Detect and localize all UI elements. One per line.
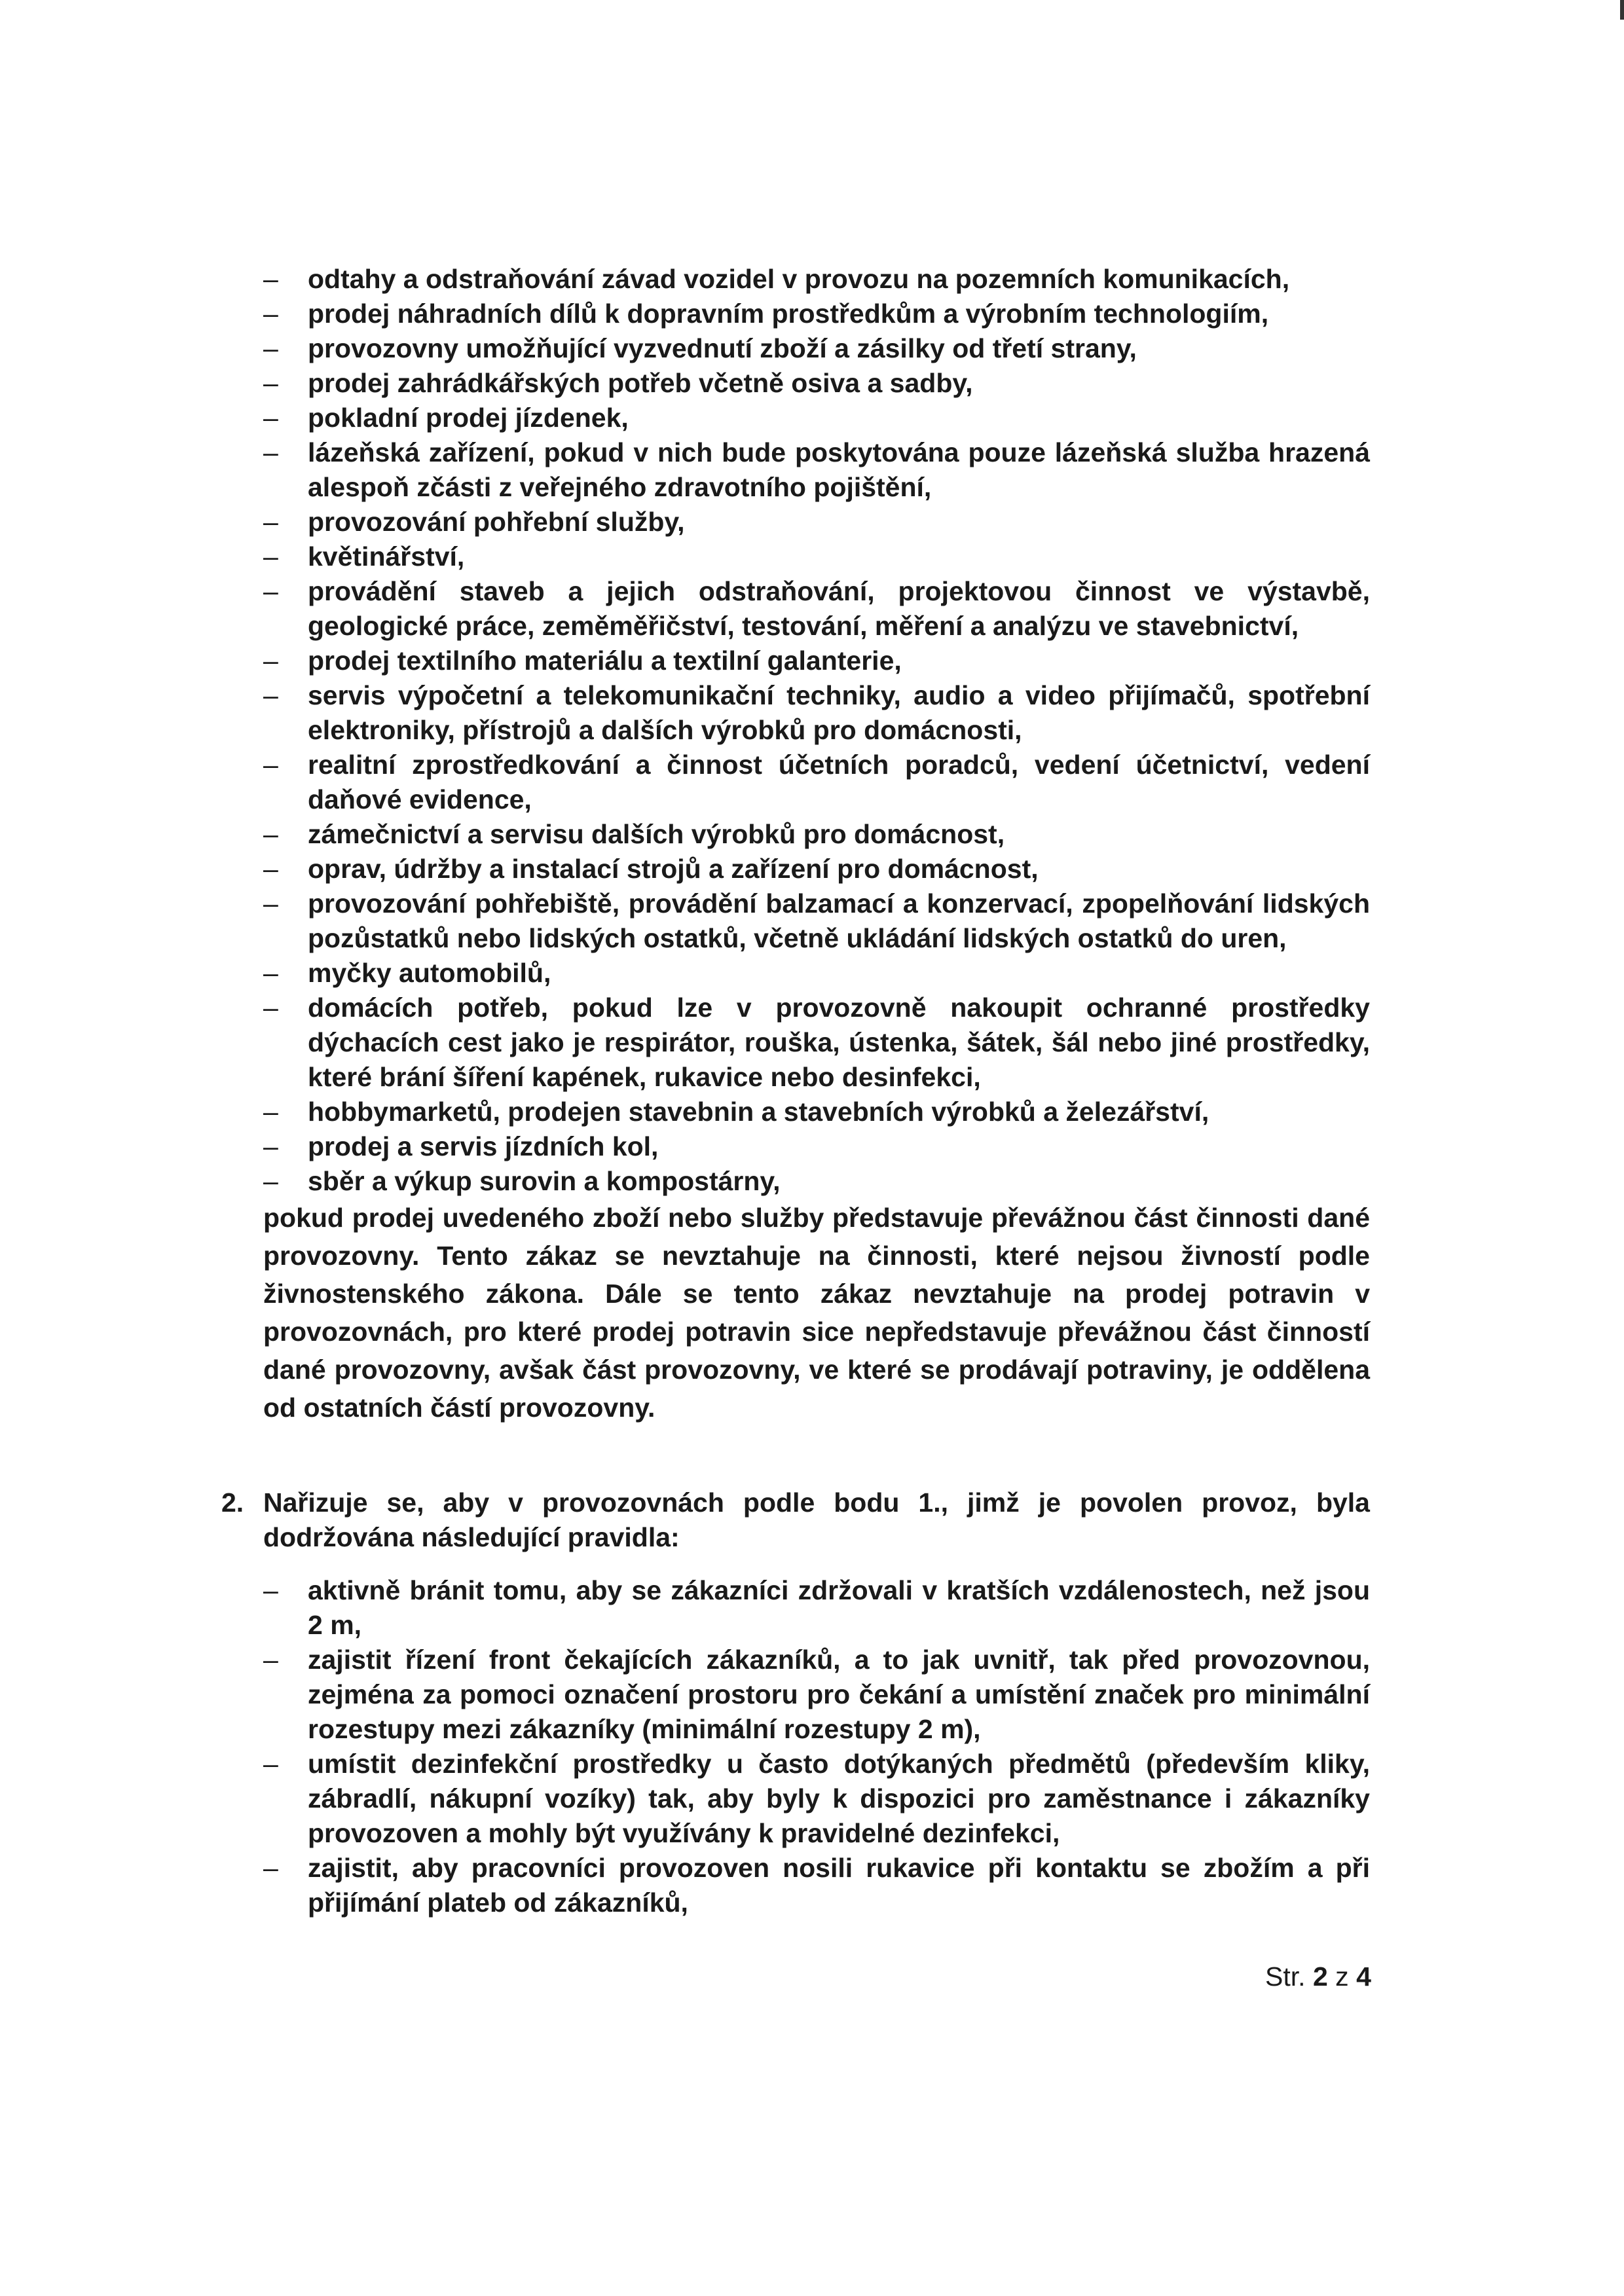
list-item — [263, 1129, 1370, 1164]
dash-marker: – — [263, 1166, 278, 1196]
list-item — [263, 1573, 1370, 1643]
dash-marker: – — [263, 1097, 278, 1127]
list-item-text: aktivně bránit tomu, aby se zákazníci zdržovali v kratších vzdálenostech, než jsou 2 m, — [308, 1575, 1370, 1640]
list-item — [263, 817, 1370, 852]
list-item-text: zámečnictví a servisu dalších výrobků pro domácnost, — [308, 819, 1005, 849]
list-item — [263, 262, 1370, 297]
list-item-text: realitní zprostředkování a činnost účetních poradců, vedení účetnictví, vedení daňové evidence, — [308, 750, 1370, 814]
current-page: 2 — [1312, 1961, 1328, 1992]
list-item-text: domácích potřeb, pokud lze v provozovně nakoupit ochranné prostředky dýchacích cest jako je respirátor, rouška, ústenka, šátek, šál nebo jiné prostředky, které brání šíření kapének, rukavice nebo desinfekci, — [308, 993, 1370, 1092]
list-item-text: hobbymarketů, prodejen stavebnin a stavebních výrobků a železářství, — [308, 1097, 1209, 1127]
closure-exceptions-list — [263, 262, 1370, 1199]
page-prefix: Str. — [1265, 1961, 1306, 1992]
dash-marker: – — [263, 854, 278, 884]
list-item — [263, 1851, 1370, 1920]
dash-marker: – — [263, 541, 278, 572]
dash-marker: – — [263, 403, 278, 433]
section-2 — [221, 1485, 1370, 1920]
list-item-text: oprav, údržby a instalací strojů a zařízení pro domácnost, — [308, 854, 1039, 884]
list-item — [263, 1095, 1370, 1129]
list-item — [263, 435, 1370, 505]
dash-marker: – — [263, 333, 278, 363]
dash-marker: – — [263, 1645, 278, 1675]
list-item — [263, 748, 1370, 817]
list-item-text: pokladní prodej jízdenek, — [308, 403, 629, 433]
list-item — [263, 1643, 1370, 1747]
list-item — [263, 505, 1370, 539]
list-item-text: zajistit, aby pracovníci provozoven nosili rukavice při kontaktu se zbožím a při přijímání plateb od zákazníků, — [308, 1853, 1370, 1918]
list-item-text: květinářství, — [308, 541, 465, 572]
list-item-text: servis výpočetní a telekomunikační techniky, audio a video přijímačů, spotřební elektroniky, přístrojů a dalších výrobků pro domácnosti, — [308, 680, 1370, 745]
section-number: 2. — [221, 1487, 244, 1518]
dash-marker: – — [263, 576, 278, 606]
dash-marker: – — [263, 819, 278, 849]
list-item-text: sběr a výkup surovin a kompostárny, — [308, 1166, 781, 1196]
dash-marker: – — [263, 1853, 278, 1883]
dash-marker: – — [263, 680, 278, 710]
dash-marker: – — [263, 507, 278, 537]
list-item-text: prodej zahrádkářských potřeb včetně osiva a sadby, — [308, 368, 973, 398]
list-item-text: provozovny umožňující vyzvednutí zboží a zásilky od třetí strany, — [308, 333, 1137, 363]
dash-marker: – — [263, 1131, 278, 1161]
page-number-footer — [1265, 1961, 1371, 1992]
list-item — [263, 331, 1370, 366]
page-separator: z — [1335, 1961, 1349, 1992]
list-item — [263, 366, 1370, 401]
list-item-text: odtahy a odstraňování závad vozidel v provozu na pozemních komunikacích, — [308, 264, 1290, 294]
dash-marker: – — [263, 264, 278, 294]
list-item-text: zajistit řízení front čekajících zákazníků, a to jak uvnitř, tak před provozovnou, zejména za pomoci označení prostoru pro čekání a umístění značek pro minimální rozestupy mezi zákazníky (minimální rozestupy 2 m), — [308, 1645, 1370, 1744]
closing-paragraph: pokud prodej uvedeného zboží nebo služby představuje převážnou část činnosti dané provozovny. Tento zákaz se nevztahuje na činnosti, které nejsou živností podle živnostenského zákona. Dále se tento zákaz nevztahuje na prodej potravin v provozovnách, pro které prodej potravin sice nepředstavuje převážnou část činností dané provozovny, avšak část provozovny, ve které se prodávají potraviny, je oddělena od ostatních částí provozovny. — [263, 1203, 1370, 1423]
rules-list — [263, 1573, 1370, 1920]
dash-marker: – — [263, 1575, 278, 1605]
list-item-text: prodej textilního materiálu a textilní galanterie, — [308, 646, 902, 676]
list-item-text: provozování pohřební služby, — [308, 507, 685, 537]
list-item-text: myčky automobilů, — [308, 958, 551, 988]
list-item-text: provádění staveb a jejich odstraňování, projektovou činnost ve výstavbě, geologické práce, zeměměřičství, testování, měření a analýzu ve stavebnictví, — [308, 576, 1370, 641]
total-pages: 4 — [1356, 1961, 1371, 1992]
scan-edge-mark — [1620, 0, 1624, 20]
list-item-text: lázeňská zařízení, pokud v nich bude poskytována pouze lázeňská služba hrazená alespoň zčásti z veřejného zdravotního pojištění, — [308, 437, 1370, 502]
list-item — [263, 1164, 1370, 1199]
list-item — [263, 539, 1370, 574]
list-item — [263, 574, 1370, 644]
dash-marker: – — [263, 368, 278, 398]
list-item — [263, 678, 1370, 748]
list-item — [263, 644, 1370, 678]
document-body — [221, 262, 1370, 1920]
list-item — [263, 991, 1370, 1095]
dash-marker: – — [263, 299, 278, 329]
list-item-text: prodej náhradních dílů k dopravním prostředkům a výrobním technologiím, — [308, 299, 1269, 329]
list-item-text: provozování pohřebiště, provádění balzamací a konzervací, zpopelňování lidských pozůstatků nebo lidských ostatků, včetně ukládání lidských ostatků do uren, — [308, 888, 1370, 953]
list-item-text: umístit dezinfekční prostředky u často dotýkaných předmětů (především kliky, zábradlí, nákupní vozíky) tak, aby byly k dispozici pro zaměstnance i zákazníky provozoven a mohly být využívány k pravidelné dezinfekci, — [308, 1749, 1370, 1848]
dash-marker: – — [263, 1749, 278, 1779]
dash-marker: – — [263, 646, 278, 676]
section-intro: Nařizuje se, aby v provozovnách podle bodu 1., jimž je povolen provoz, byla dodržována následující pravidla: — [263, 1487, 1370, 1552]
list-item-text: prodej a servis jízdních kol, — [308, 1131, 659, 1161]
dash-marker: – — [263, 437, 278, 467]
list-item — [263, 401, 1370, 435]
list-item — [263, 297, 1370, 331]
list-item — [263, 1747, 1370, 1851]
list-item — [263, 852, 1370, 886]
dash-marker: – — [263, 750, 278, 780]
dash-marker: – — [263, 993, 278, 1023]
dash-marker: – — [263, 888, 278, 919]
list-item — [263, 886, 1370, 956]
list-item — [263, 956, 1370, 991]
dash-marker: – — [263, 958, 278, 988]
